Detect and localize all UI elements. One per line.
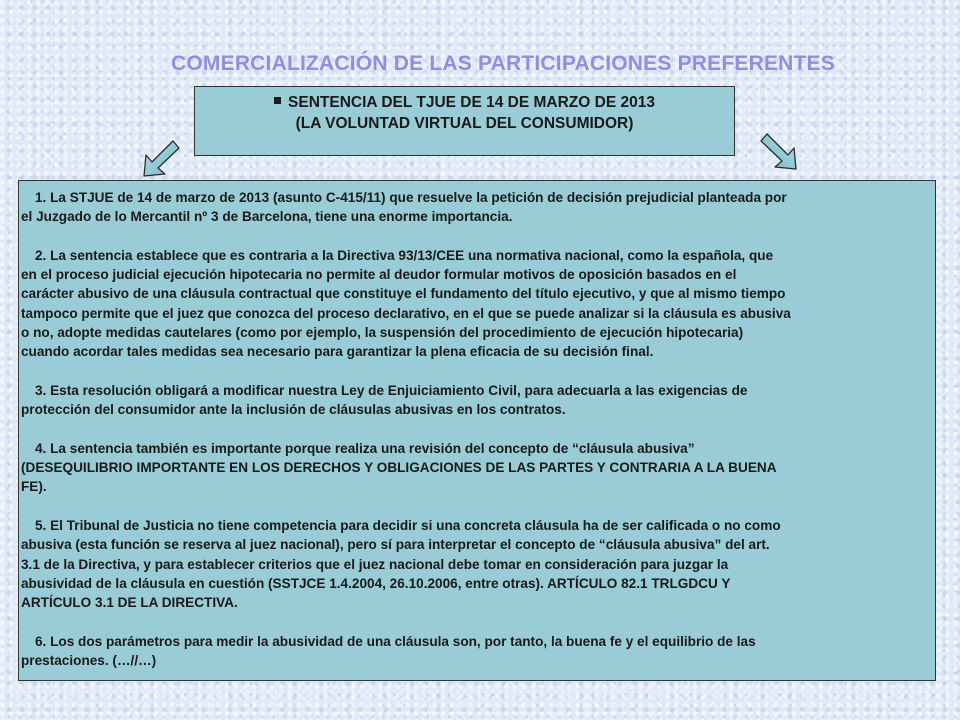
paragraph-5: 5. El Tribunal de Justicia no tiene competencia para decidir si una concreta cláusula ha de ser calificada o no como abusiva (esta función se reserva al juez nacional), pero sí para interpretar el concepto de “cláusula abusiva” del art. 3.1 de la Directiva, y para establecer criterios que el juez nacional debe tomar en consideración para juzgar la abusividad de la cláusula en cuestión (SSTJCE 1.4.2004, 26.10.2006, entre otras). ARTÍCULO 82.1 TRLGDCU Y ARTÍCULO 3.1 DE LA DIRECTIVA. (21, 518, 781, 611)
arrow-down-left-icon (138, 137, 182, 181)
paragraph-2: 2. La sentencia establece que es contraria a la Directiva 93/13/CEE una normativa nacional, como la española, que en el proceso judicial ejecución hipotecaria no permite al deudor formular motivos de oposición basados en el carácter abusivo de una cláusula contractual que constituye el fundamento del título ejecutivo, y que al mismo tiempo tampoco permite que el juez que conozca del proceso declarativo, en el que se puede analizar si la cláusula es abusiva o no, adopte medidas cautelares (como por ejemplo, la suspensión del procedimiento de ejecución hipotecaria) cuando acordar tales medidas sea necesario para garantizar la plena eficacia de su decisión final. (21, 247, 791, 360)
paragraph-1: 1. La STJUE de 14 de marzo de 2013 (asunto C-415/11) que resuelve la petición de decisión prejudicial planteada por el Juzgado de lo Mercantil nº 3 de Barcelona, tiene una enorme importancia. (21, 190, 787, 225)
paragraph-6: 6. Los dos parámetros para medir la abusividad de una cláusula son, por tanto, la buena fe y el equilibrio de las prestaciones. (…//…) (21, 633, 756, 669)
slide-title: COMERCIALIZACIÓN DE LAS PARTICIPACIONES PREFERENTES (171, 52, 835, 75)
header-line-1-text: SENTENCIA DEL TJUE DE 14 DE MARZO DE 2013 (288, 94, 655, 111)
header-box (194, 86, 735, 156)
paragraph-3: 3. Esta resolución obligará a modificar nuestra Ley de Enjuiciamiento Civil, para adecuarla a las exigencias de protección del consumidor ante la inclusión de cláusulas abusivas en los contratos. (21, 382, 748, 418)
paragraph-4: 4. La sentencia también es importante porque realiza una revisión del concepto de “cláusula abusiva” (DESEQUILIBRIO IMPORTANTE EN LOS DERECHOS Y OBLIGACIONES DE LAS PARTES Y CONTRARIA A LA BUENA FE). (21, 440, 777, 495)
header-line-2: (LA VOLUNTAD VIRTUAL DEL CONSUMIDOR) (295, 115, 634, 132)
content-box (18, 180, 936, 681)
square-bullet-icon (274, 97, 281, 104)
header-line-1 (195, 92, 734, 113)
arrow-down-right-icon (758, 130, 802, 174)
